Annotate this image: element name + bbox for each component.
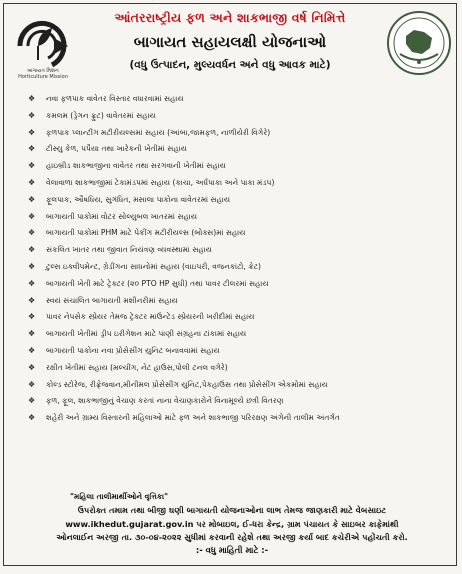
bullet-icon: ❖ xyxy=(28,144,36,154)
logo-caption-gujarati: બાગાયત મિશન xyxy=(27,68,59,74)
horticulture-mission-logo xyxy=(12,16,74,76)
logo-caption xyxy=(6,68,80,80)
scheme-item: ❖ નવા ફળપાક વાવેતર વિસ્તાર વધારવામાં સહાય xyxy=(28,91,448,108)
bullet-icon: ❖ xyxy=(28,261,36,271)
scheme-item: ❖ બાગાયતી પાકોના નવા પ્રોસેસીંગ યુનિટ બનાવવામાં સહાય xyxy=(28,343,448,360)
bullet-icon: ❖ xyxy=(28,177,36,187)
bullet-icon: ❖ xyxy=(28,127,36,137)
scheme-item: ❖ ટુલ્સ ઇક્વીપમેન્ટ, ગ્રેડીંગના સાધનોમાં સહાય (વાઇપરી, વજનકાંટો, ક્રેટ) xyxy=(28,259,448,276)
bullet-icon: ❖ xyxy=(28,345,36,355)
bullet-icon: ❖ xyxy=(28,379,36,389)
subtitle-purpose: (વધુ ઉત્પાદન, મુલ્યવર્ધન અને વધુ આવક માટે) xyxy=(129,59,331,71)
bullet-icon: ❖ xyxy=(28,110,36,120)
scheme-item: ❖ રક્ષીત ખેતીમાં સહાય (મલ્ચીંગ, નેટ હાઉસ,પોલી ટનલ વગેરે) xyxy=(28,360,448,377)
scheme-item: ❖ બાગાયતી ખેતીમાં ડ્રીપ ઇરીગેશન માટે પાણી સંગ્રહના ટાંકામાં સહાય xyxy=(28,326,448,343)
bullet-icon: ❖ xyxy=(28,413,36,423)
bullet-icon: ❖ xyxy=(28,161,36,171)
bullet-icon: ❖ xyxy=(28,312,36,322)
instructions-line-1: ઉપરોક્ત તમામ તથા બીજી ઘણી બાગાયતી યોજનાઓના લાભ તેમજ જાણકારી માટે વેબસાઇટ xyxy=(77,505,387,515)
more-info-heading: :- વધુ માહિતી માટે :- xyxy=(195,545,269,555)
gujarat-government-seal xyxy=(386,10,452,76)
scheme-item: ❖ ફૂલપાક, ઔષધિય, સુગંધિત, મસાલા પાકોના વાવેતરમાં સહાય xyxy=(28,192,448,209)
scheme-item: ❖ ફળપાક પ્લાન્ટીંગ મટીરીયલ્સમાં સહાય (આંબા,જામફળ, નાળીયેરી વિગેરે) xyxy=(28,125,448,142)
scheme-item: ❖ ટીસ્યુ કેળ, પપૈયા તથા ખારેકની ખેતીમાં સહાય xyxy=(28,141,448,158)
bullet-icon: ❖ xyxy=(28,362,36,372)
title-schemes: બાગાયત સહાયલક્ષી યોજનાઓ xyxy=(133,33,327,51)
bullet-icon: ❖ xyxy=(28,329,36,339)
scheme-item: ❖ સ્વયં સંચાલિત બાગાયતી મશીનરીમાં સહાય xyxy=(28,293,448,310)
scheme-item: ❖ કોલ્ડ સ્ટોરેજ, રીફ્રેજવાન,મીનીમલ પ્રોસેસીંગ યુનિટ,પેકહાઉસ તથા પ્રોસેસીંગ એકમોમાં સહાય xyxy=(28,377,448,394)
scheme-list xyxy=(28,91,448,427)
scheme-item: ❖ સંકલિત ખાતર તથા જીવાત નિયંત્રણ વ્યવસ્થામાં સહાય xyxy=(28,242,448,259)
bullet-icon: ❖ xyxy=(28,295,36,305)
instructions-line-3: ઓનલાઈન અરજી તા. ૩૦-૦૪-૨૦૨૨ સુધીમાં કરવાની રહેશે તથા અરજી કર્યા બાદ કચેરીએ પહોંચતી કરો. xyxy=(56,532,408,543)
bullet-icon: ❖ xyxy=(28,194,36,204)
bullet-icon: ❖ xyxy=(28,94,36,103)
logo-caption-english: Horticulture Mission xyxy=(18,74,68,80)
bullet-icon: ❖ xyxy=(28,278,36,288)
scheme-item: ❖ હાઇબ્રીડ શાકભાજીના વાવેતર તથા સરગવાની ખેતીમાં સહાય xyxy=(28,158,448,175)
scheme-item: ❖ બાગાયતી પાકોમાં વોટર સોલ્યુબલ ખાતરમાં સહાય xyxy=(28,209,448,226)
scheme-item: ❖ પાવર નેપસેક સ્પ્રેયર તેમજ ટ્રેક્ટર માઉન્ટેડ સ્પ્રેયરની ખરીદીમાં સહાય xyxy=(28,309,448,326)
application-instructions xyxy=(14,504,450,545)
bullet-icon: ❖ xyxy=(28,396,36,406)
scheme-item: ❖ બાગાયતી ખેતી માટે ટ્રેક્ટર (૨૦ PTO HP સુધી) તથા પાવર ટીલરમાં સહાય xyxy=(28,276,448,293)
scheme-item: ❖ શહેરી અને ગ્રામ્ય વિસ્તારની મહિલાઓ માટે ફળ અને શાકભાજી પરિરક્ષણ અંગેની તાલીમ અંતર્ગત xyxy=(28,410,448,427)
scheme-item: ❖ ફળ, ફૂલ, શાકભાજીનું વેચાણ કરતાં નાના વેચાણકારોને વિનામૂલ્યે છત્રી વિતરણ xyxy=(28,393,448,410)
title-year-line: આંતરરાષ્ટ્રીય ફળ અને શાકભાજી વર્ષ નિમિત્તે xyxy=(114,10,346,25)
bullet-icon: ❖ xyxy=(28,228,36,238)
scheme-item: ❖ કમલમ (ડ્રેગન ફ્રુટ) વાવેતરમાં સહાય xyxy=(28,108,448,125)
scheme-item: ❖ વેલાવાળા શાકભાજીમાં ટેકામંડપમાં સહાય (કાચા, અર્ધપાકા અને પાકા મંડપ) xyxy=(28,175,448,192)
training-note: "મહિલા તાલીમાર્થીઓને વૃત્તિકા" xyxy=(70,492,169,501)
bullet-icon: ❖ xyxy=(28,245,36,255)
scheme-item: ❖ બાગાયતી પાકોમાં PHM માટે પેકીંગ મટીરીયલ્સ (બોક્સ)માં સહાય xyxy=(28,225,448,242)
bullet-icon: ❖ xyxy=(28,211,36,221)
instructions-line-2: www.ikhedut.gujarat.gov.in પર મોબાઇલ, ઈ-ધરા કેન્દ્ર, ગ્રામ પંચાયત કે સાઇબર કાફેમાંથી xyxy=(65,518,399,529)
